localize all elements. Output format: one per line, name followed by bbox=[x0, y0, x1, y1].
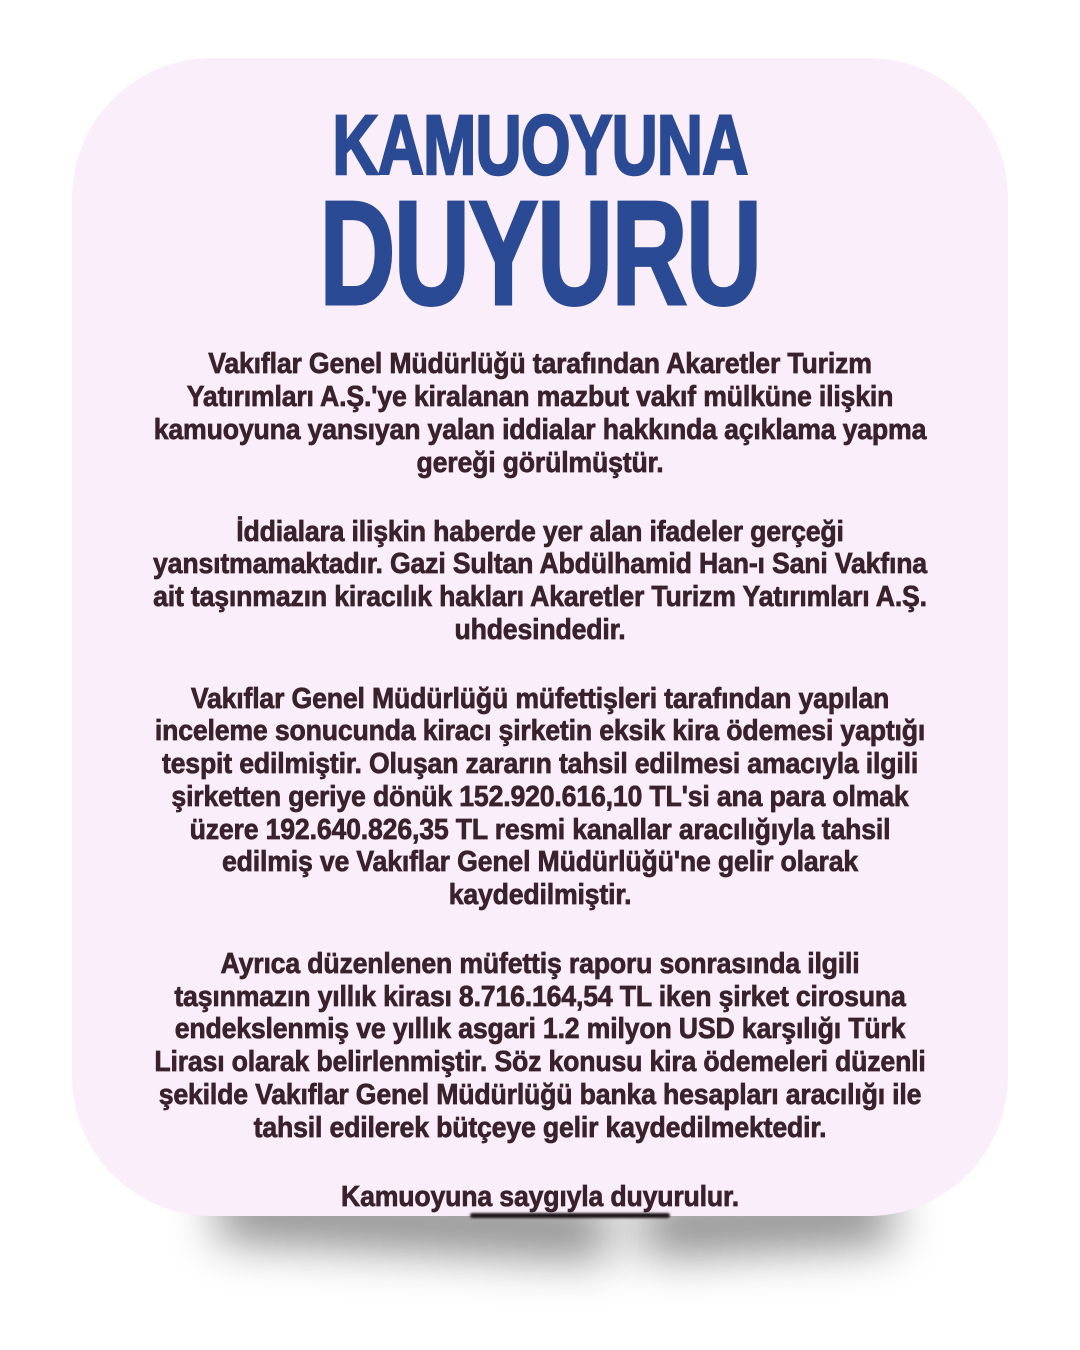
paragraph-rent-revision: Ayrıca düzenlenen müfettiş raporu sonrasında ilgili taşınmazın yıllık kirası 8.716.164,54 TL iken şirket cirosuna endekslenmiş ve yıllık asgari 1.2 milyon USD karşılığı Türk Lirası olarak belirlenmiştir. Söz konusu kira ödemeleri düzenli şekilde Vakıflar Genel Müdürlüğü banka hesapları aracılığı ile tahsil edilerek bütçeye gelir kaydedilmektedir. bbox=[154, 947, 926, 1144]
paragraph-inspection-collection: Vakıflar Genel Müdürlüğü müfettişleri tarafından yapılan inceleme sonucunda kiracı şirketin eksik kira ödemesi yaptığı tespit edilmiştir. Oluşan zararın tahsil edilmesi amacıyla ilgili şirketten geriye dönük 152.920.616,10 TL'si ana para olmak üzere 192.640.826,35 TL resmi kanallar aracılığıyla tahsil edilmiş ve Vakıflar Genel Müdürlüğü'ne gelir olarak kaydedilmiştir. bbox=[154, 682, 926, 912]
paper-edge-line bbox=[470, 1213, 670, 1218]
paragraph-intro: Vakıflar Genel Müdürlüğü tarafından Akaretler Turizm Yatırımları A.Ş.'ye kiralanan mazbut vakıf mülküne ilişkin kamuoyuna yansıyan yalan iddialar hakkında açıklama yapma gereği görülmüştür. bbox=[153, 348, 927, 479]
title-line-duyuru: DUYURU bbox=[319, 171, 761, 337]
title-line-kamuoyuna: KAMUOYUNA bbox=[332, 98, 748, 192]
paragraph-claims-denial: İddialara ilişkin haberde yer alan ifadeler gerçeği yansıtmamaktadır. Gazi Sultan Abdülhamid Han-ı Sani Vakfına ait taşınmazın kiracılık hakları Akaretler Turizm Yatırımları A.Ş. uhdesindedir. bbox=[153, 515, 927, 646]
closing-line: Kamuoyuna saygıyla duyurulur. bbox=[341, 1180, 739, 1213]
announcement-card bbox=[72, 58, 1008, 1216]
page-title bbox=[72, 98, 1008, 337]
